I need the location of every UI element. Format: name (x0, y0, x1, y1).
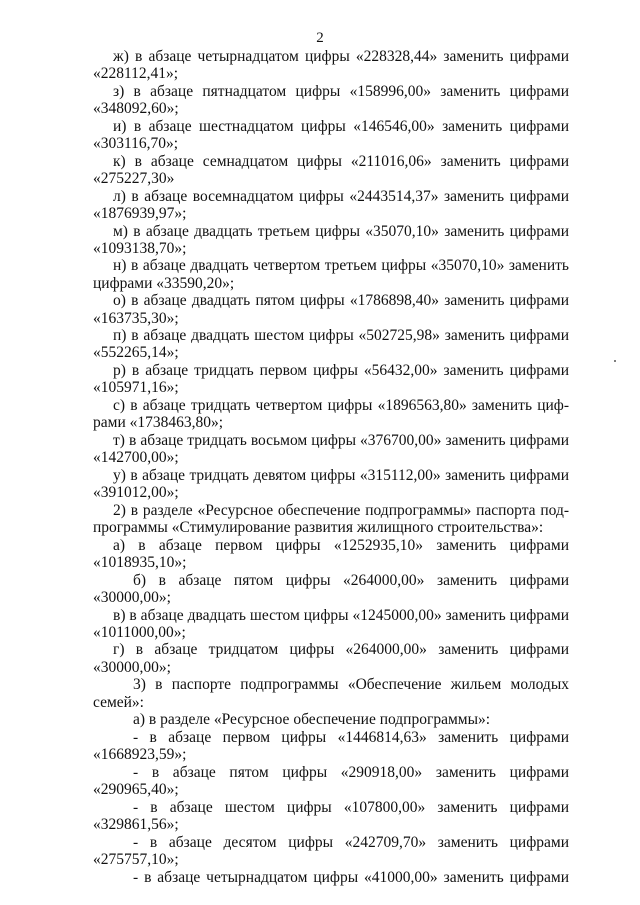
paragraph-2g: г) в абзаце тридцатом цифры «264000,00» заменить цифрами «30000,00»; (93, 641, 569, 676)
paragraph-m: м) в абзаце двадцать третьем цифры «35070,10» заменить цифрами «1093138,70»; (93, 222, 569, 257)
paragraph-2v: в) в абзаце двадцать шестом цифры «1245000,00» заменить цифрами «1011000,00»; (93, 606, 569, 641)
paragraph-s: с) в абзаце тридцать четвертом цифры «1896563,80» заменить циф- рами «1738463,80»; (93, 397, 569, 432)
paragraph-2: 2) в разделе «Ресурсное обеспечение подпрограммы» паспорта под- программы «Стимулирование развития жилищного строительства»: (93, 501, 569, 536)
dash-item-2: - в абзаце пятом цифры «290918,00» заменить цифрами «290965,40»; (93, 763, 569, 799)
paragraph-2b: б) в абзаце пятом цифры «264000,00» заменить цифрами «30000,00»; (93, 571, 569, 606)
dash-item-4: - в абзаце десятом цифры «242709,70» заменить цифрами «275757,10»; (93, 833, 569, 868)
paragraph-o: о) в абзаце двадцать пятом цифры «1786898,40» заменить цифрами «163735,30»; (93, 292, 569, 327)
paragraph-z: з) в абзаце пятнадцатом цифры «158996,00» заменить цифрами «348092,60»; (93, 82, 569, 118)
paragraph-2a: а) в абзаце первом цифры «1252935,10» заменить цифрами «1018935,10»; (93, 536, 569, 571)
paragraph-n: н) в абзаце двадцать четвертом третьем цифры «35070,10» заменить цифрами «33590,20»; (93, 257, 569, 292)
paragraph-l: л) в абзаце восемнадцатом цифры «2443514,37» заменить цифрами «1876939,97»; (93, 187, 569, 222)
dash-item-1: - в абзаце первом цифры «1446814,63» заменить цифрами «1668923,59»; (93, 728, 569, 764)
scan-speck (614, 360, 616, 362)
paragraph-u: у) в абзаце тридцать девятом цифры «315112,00» заменить цифрами «391012,00»; (93, 466, 569, 502)
paragraph-t: т) в абзаце тридцать восьмом цифры «376700,00» заменить цифрами «142700,00»; (93, 431, 569, 467)
dash-item-5: - в абзаце четырнадцатом цифры «41000,00» заменить цифрами (133, 868, 569, 886)
paragraph-r: р) в абзаце тридцать первом цифры «56432,00» заменить цифрами «105971,16»; (93, 362, 569, 397)
paragraph-3a: а) в разделе «Ресурсное обеспечение подпрограммы»: (133, 711, 491, 729)
paragraph-k: к) в абзаце семнадцатом цифры «211016,06» заменить цифрами «275227,30» (93, 152, 569, 187)
paragraph-zh: ж) в абзаце четырнадцатом цифры «228328,44» заменить цифрами «228112,41»; (93, 48, 569, 83)
document-body (93, 48, 569, 886)
dash-item-3: - в абзаце шестом цифры «107800,00» заменить цифрами «329861,56»; (93, 798, 569, 833)
paragraph-3: 3) в паспорте подпрограммы «Обеспечение жильем молодых семей»: (93, 676, 569, 711)
paragraph-p: п) в абзаце двадцать шестом цифры «502725,98» заменить цифрами «552265,14»; (93, 327, 569, 362)
paragraph-i: и) в абзаце шестнадцатом цифры «146546,00» заменить цифрами «303116,70»; (93, 117, 569, 153)
page-number: 2 (316, 30, 324, 46)
